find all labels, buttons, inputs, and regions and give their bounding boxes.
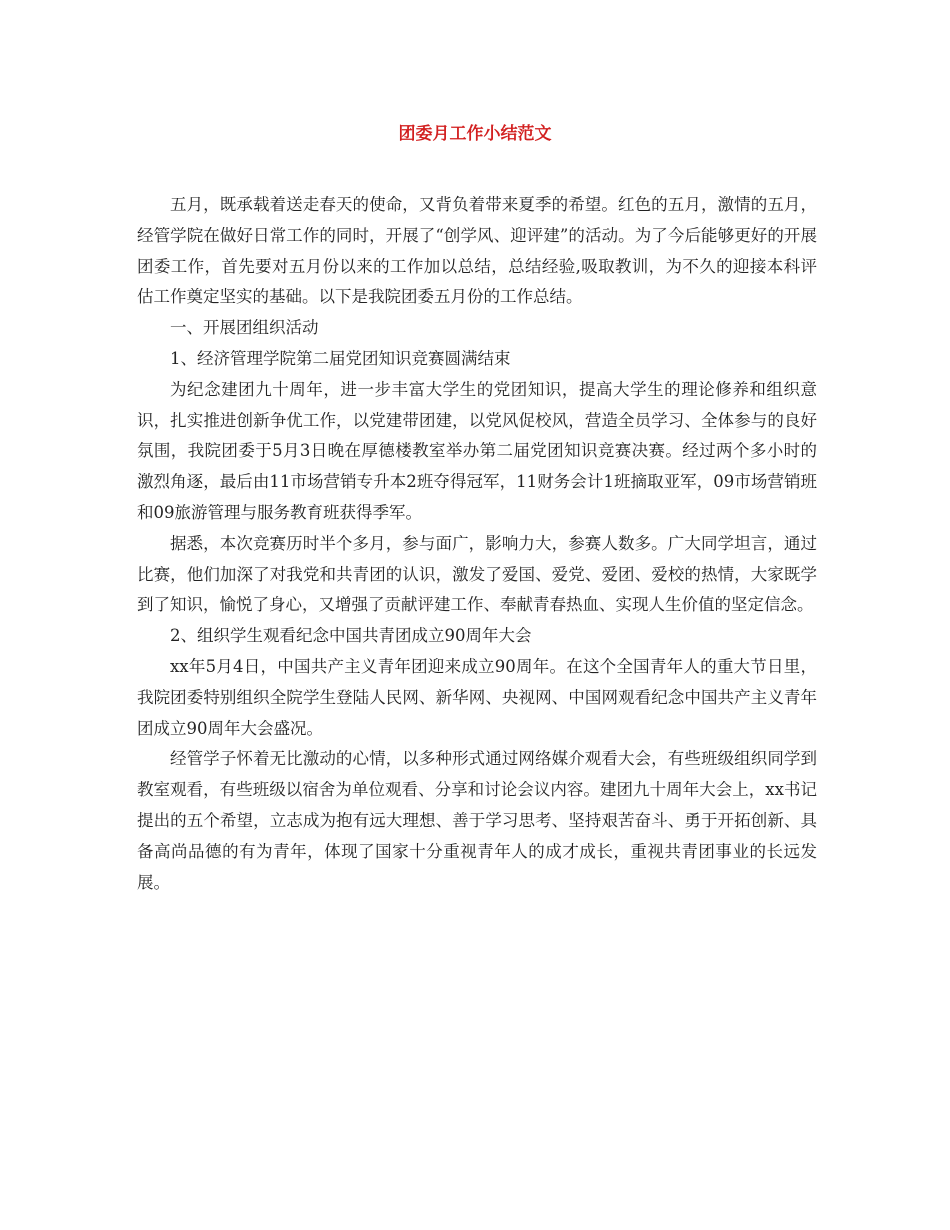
paragraph-competition-feedback: 据悉，本次竞赛历时半个多月，参与面广，影响力大，参赛人数多。广大同学坦言，通过比赛，他们加深了对我党和共青团的认识，激发了爱国、爱党、爱团、爱校的热情，大家既学到了知识，愉悦了身心，又增强了贡献评建工作、奉献青春热血、实现人生价值的坚定信念。: [137, 533, 817, 615]
paragraph-viewing: 经管学子怀着无比激动的心情，以多种形式通过网络媒介观看大会，有些班级组织同学到教室观看，有些班级以宿舍为单位观看、分享和讨论会议内容。建团九十周年大会上，xx书记提出的五个希望，立志成为抱有远大理想、善于学习思考、坚持艰苦奋斗、勇于开拓创新、具备高尚品德的有为青年，体现了国家十分重视青年人的成才成长，重视共青团事业的长远发展。: [137, 749, 817, 892]
paragraph-competition: 为纪念建团九十周年，进一步丰富大学生的党团知识，提高大学生的理论修养和组织意识，扎实推进创新争优工作，以党建带团建，以党风促校风，营造全员学习、全体参与的良好氛围，我院团委于5月3日晚在厚德楼教室举办第二届党团知识竞赛决赛。经过两个多小时的激烈角逐，最后由11市场营销专升本2班夺得冠军，11财务会计1班摘取亚军，09市场营销班和09旅游管理与服务教育班获得季军。: [137, 379, 817, 522]
paragraph-anniversary: xx年5月4日，中国共产主义青年团迎来成立90周年。在这个全国青年人的重大节日里，我院团委特别组织全院学生登陆人民网、新华网、央视网、中国网观看纪念中国共产主义青年团成立90周年大会盛况。: [137, 656, 817, 738]
paragraph-intro: 五月，既承载着送走春天的使命，又背负着带来夏季的希望。红色的五月，激情的五月，经管学院在做好日常工作的同时，开展了“创学风、迎评建”的活动。为了今后能够更好的开展团委工作，首先要对五月份以来的工作加以总结，总结经验,吸取教训，为不久的迎接本科评估工作奠定坚实的基础。以下是我院团委五月份的工作总结。: [137, 195, 817, 307]
subsection-heading-1: 1、经济管理学院第二届党团知识竞赛圆满结束: [170, 348, 511, 368]
document-body: [137, 190, 817, 898]
document-title: 团委月工作小结范文: [398, 124, 552, 144]
subsection-heading-2: 2、组织学生观看纪念中国共青团成立90周年大会: [170, 626, 532, 646]
section-heading-1: 一、开展团组织活动: [170, 318, 319, 338]
